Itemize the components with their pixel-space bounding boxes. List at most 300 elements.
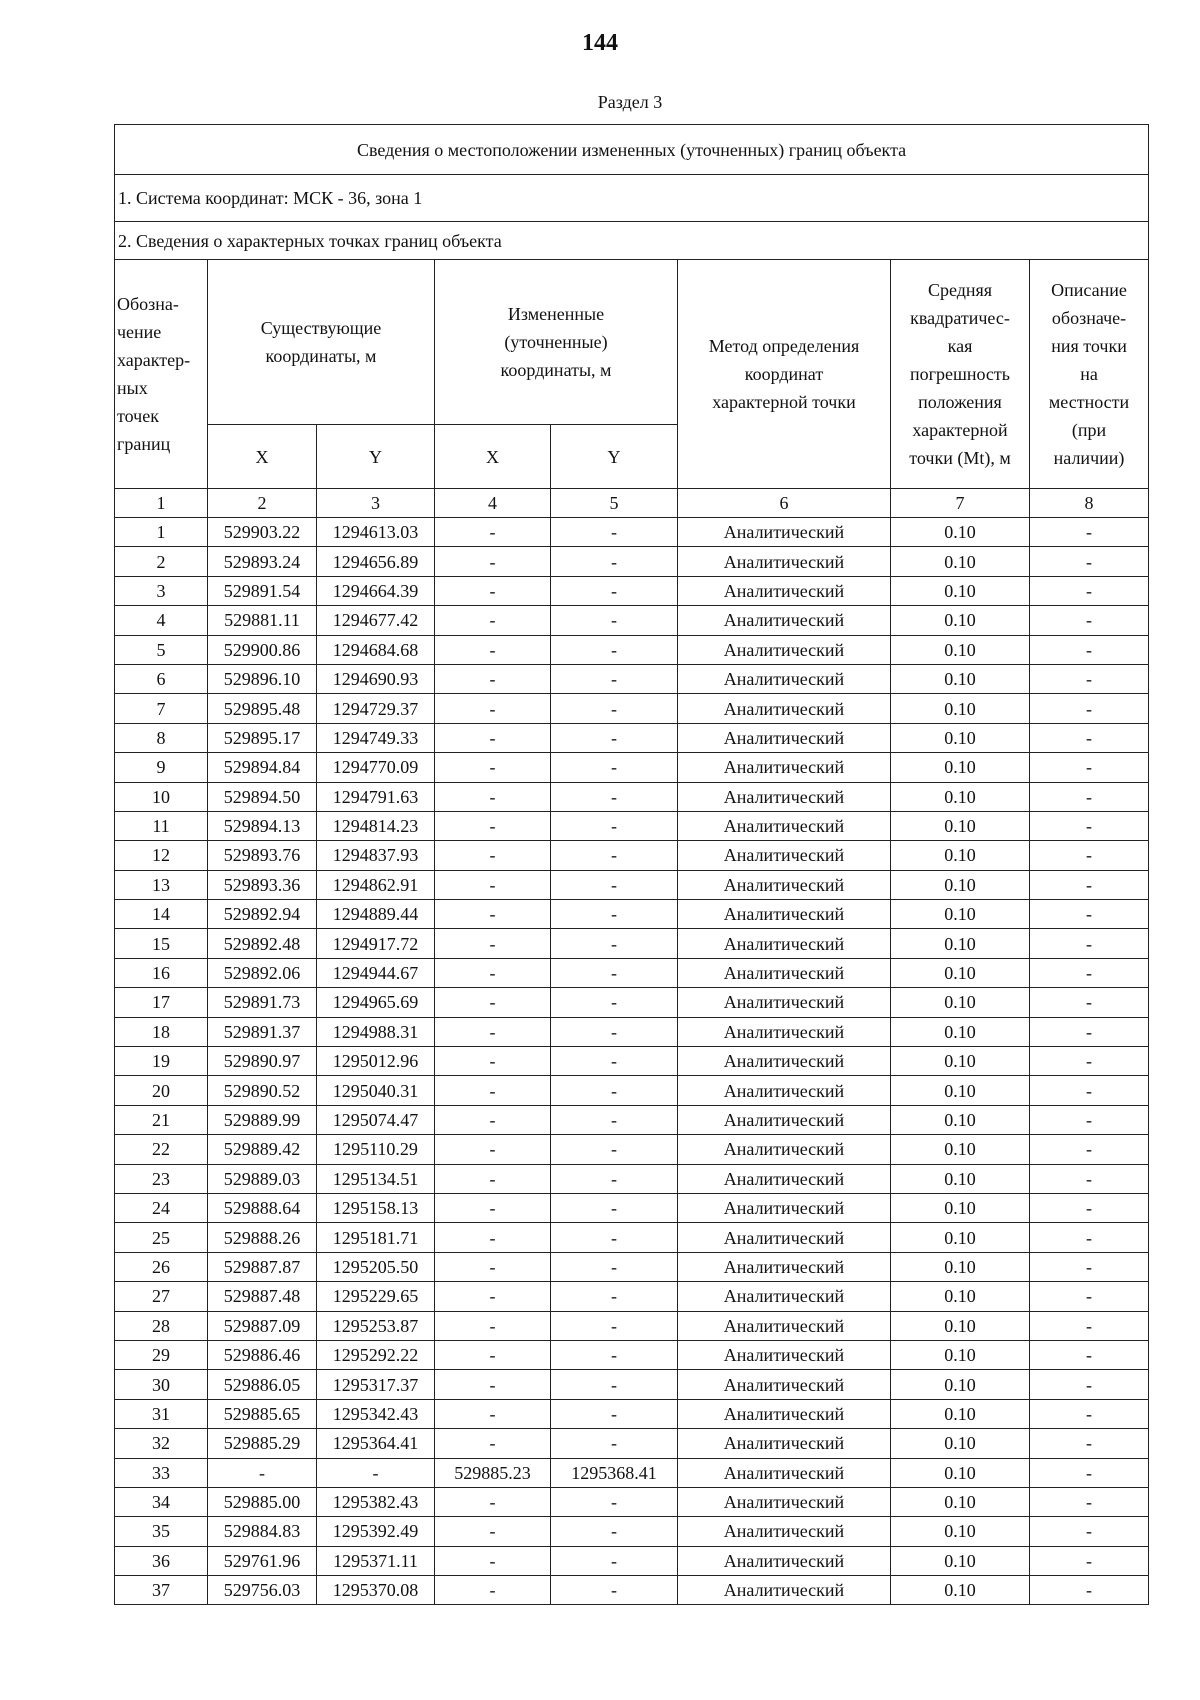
method-cell: Аналитический [678, 811, 891, 840]
point-number-cell: 10 [115, 782, 208, 811]
method-cell: Аналитический [678, 635, 891, 664]
method-cell: Аналитический [678, 1370, 891, 1399]
changed-y-cell: - [551, 723, 678, 752]
existing-y-cell: 1295074.47 [317, 1105, 435, 1134]
changed-y-cell: - [551, 1311, 678, 1340]
mean-error-cell: 0.10 [891, 1340, 1030, 1369]
description-cell: - [1030, 782, 1149, 811]
description-cell: - [1030, 1135, 1149, 1164]
changed-x-cell: - [435, 1135, 551, 1164]
changed-y-cell: - [551, 1017, 678, 1046]
point-number-cell: 35 [115, 1517, 208, 1546]
existing-y-cell: 1295364.41 [317, 1429, 435, 1458]
existing-x-cell: 529889.99 [208, 1105, 317, 1134]
mean-error-cell: 0.10 [891, 635, 1030, 664]
mean-error-cell: 0.10 [891, 958, 1030, 987]
method-cell: Аналитический [678, 870, 891, 899]
mean-error-cell: 0.10 [891, 547, 1030, 576]
description-cell: - [1030, 870, 1149, 899]
existing-y-cell: 1294791.63 [317, 782, 435, 811]
description-cell: - [1030, 1193, 1149, 1222]
existing-x-cell: - [208, 1458, 317, 1487]
method-cell: Аналитический [678, 782, 891, 811]
existing-y-cell: 1295205.50 [317, 1252, 435, 1281]
changed-y-cell: - [551, 841, 678, 870]
table-row [115, 1458, 1149, 1487]
table-row [115, 1193, 1149, 1222]
existing-y-cell: 1295040.31 [317, 1076, 435, 1105]
changed-x-cell: - [435, 1487, 551, 1516]
changed-y-cell: - [551, 1076, 678, 1105]
changed-x-cell: - [435, 723, 551, 752]
header-existing-y: Y [317, 425, 435, 489]
method-cell: Аналитический [678, 1076, 891, 1105]
point-number-cell: 8 [115, 723, 208, 752]
changed-y-cell: - [551, 1487, 678, 1516]
boundary-points-table [114, 124, 1149, 1605]
changed-x-cell: - [435, 988, 551, 1017]
mean-error-cell: 0.10 [891, 694, 1030, 723]
column-number: 1 [115, 489, 208, 518]
mean-error-cell: 0.10 [891, 1399, 1030, 1428]
existing-x-cell: 529893.36 [208, 870, 317, 899]
existing-x-cell: 529884.83 [208, 1517, 317, 1546]
method-cell: Аналитический [678, 1546, 891, 1575]
changed-x-cell: - [435, 664, 551, 693]
mean-error-cell: 0.10 [891, 723, 1030, 752]
point-number-cell: 37 [115, 1576, 208, 1605]
table-row [115, 1135, 1149, 1164]
point-number-cell: 16 [115, 958, 208, 987]
table-row [115, 870, 1149, 899]
point-number-cell: 29 [115, 1340, 208, 1369]
point-number-cell: 13 [115, 870, 208, 899]
changed-y-cell: - [551, 518, 678, 547]
method-cell: Аналитический [678, 900, 891, 929]
header-changed-x: X [435, 425, 551, 489]
method-cell: Аналитический [678, 958, 891, 987]
changed-y-cell: - [551, 1546, 678, 1575]
changed-x-cell: - [435, 576, 551, 605]
changed-x-cell: - [435, 518, 551, 547]
method-cell: Аналитический [678, 1282, 891, 1311]
existing-x-cell: 529892.48 [208, 929, 317, 958]
description-cell: - [1030, 664, 1149, 693]
column-number: 2 [208, 489, 317, 518]
description-cell: - [1030, 635, 1149, 664]
changed-x-cell: - [435, 958, 551, 987]
existing-x-cell: 529756.03 [208, 1576, 317, 1605]
method-cell: Аналитический [678, 1340, 891, 1369]
description-cell: - [1030, 753, 1149, 782]
description-cell: - [1030, 1164, 1149, 1193]
existing-x-cell: 529891.54 [208, 576, 317, 605]
header-existing-x: X [208, 425, 317, 489]
existing-y-cell: 1294965.69 [317, 988, 435, 1017]
description-cell: - [1030, 988, 1149, 1017]
existing-y-cell: 1295229.65 [317, 1282, 435, 1311]
point-number-cell: 25 [115, 1223, 208, 1252]
point-number-cell: 5 [115, 635, 208, 664]
changed-y-cell: - [551, 1282, 678, 1311]
mean-error-cell: 0.10 [891, 1047, 1030, 1076]
description-cell: - [1030, 841, 1149, 870]
table-row [115, 635, 1149, 664]
existing-y-cell: 1294770.09 [317, 753, 435, 782]
existing-y-cell: 1295110.29 [317, 1135, 435, 1164]
point-number-cell: 26 [115, 1252, 208, 1281]
point-number-cell: 2 [115, 547, 208, 576]
description-cell: - [1030, 1252, 1149, 1281]
changed-x-cell: - [435, 1017, 551, 1046]
method-cell: Аналитический [678, 1135, 891, 1164]
existing-x-cell: 529890.52 [208, 1076, 317, 1105]
point-number-cell: 28 [115, 1311, 208, 1340]
mean-error-cell: 0.10 [891, 841, 1030, 870]
mean-error-cell: 0.10 [891, 1487, 1030, 1516]
existing-y-cell: 1295392.49 [317, 1517, 435, 1546]
point-number-cell: 27 [115, 1282, 208, 1311]
method-cell: Аналитический [678, 1105, 891, 1134]
changed-y-cell: - [551, 900, 678, 929]
existing-y-cell: 1294814.23 [317, 811, 435, 840]
table-row [115, 1252, 1149, 1281]
table-row [115, 1047, 1149, 1076]
changed-y-cell: - [551, 958, 678, 987]
description-cell: - [1030, 1517, 1149, 1546]
column-number: 6 [678, 489, 891, 518]
changed-y-cell: - [551, 870, 678, 899]
description-cell: - [1030, 1017, 1149, 1046]
column-number: 4 [435, 489, 551, 518]
method-cell: Аналитический [678, 547, 891, 576]
point-number-cell: 23 [115, 1164, 208, 1193]
table-title: Сведения о местоположении измененных (уточненных) границ объекта [115, 125, 1149, 175]
existing-x-cell: 529894.84 [208, 753, 317, 782]
changed-y-cell: - [551, 1223, 678, 1252]
existing-x-cell: 529893.24 [208, 547, 317, 576]
existing-y-cell: 1294613.03 [317, 518, 435, 547]
mean-error-cell: 0.10 [891, 1135, 1030, 1164]
mean-error-cell: 0.10 [891, 1282, 1030, 1311]
mean-error-cell: 0.10 [891, 988, 1030, 1017]
changed-y-cell: - [551, 929, 678, 958]
method-cell: Аналитический [678, 1576, 891, 1605]
column-number-row [115, 489, 1149, 518]
changed-x-cell: - [435, 1311, 551, 1340]
existing-y-cell: 1295253.87 [317, 1311, 435, 1340]
point-number-cell: 34 [115, 1487, 208, 1516]
changed-y-cell: - [551, 753, 678, 782]
table-row [115, 1282, 1149, 1311]
point-number-cell: 32 [115, 1429, 208, 1458]
table-row [115, 1370, 1149, 1399]
existing-y-cell: 1294988.31 [317, 1017, 435, 1046]
existing-x-cell: 529889.03 [208, 1164, 317, 1193]
existing-y-cell: 1294677.42 [317, 606, 435, 635]
existing-x-cell: 529887.09 [208, 1311, 317, 1340]
point-number-cell: 30 [115, 1370, 208, 1399]
table-row [115, 1076, 1149, 1105]
mean-error-cell: 0.10 [891, 870, 1030, 899]
header-method: Метод определения координат характерной точки [678, 260, 891, 489]
existing-x-cell: 529895.17 [208, 723, 317, 752]
method-cell: Аналитический [678, 1252, 891, 1281]
mean-error-cell: 0.10 [891, 1546, 1030, 1575]
changed-x-cell: 529885.23 [435, 1458, 551, 1487]
mean-error-cell: 0.10 [891, 811, 1030, 840]
changed-y-cell: - [551, 1429, 678, 1458]
changed-x-cell: - [435, 1399, 551, 1428]
existing-y-cell: 1295158.13 [317, 1193, 435, 1222]
point-number-cell: 1 [115, 518, 208, 547]
point-number-cell: 17 [115, 988, 208, 1017]
table-row [115, 1576, 1149, 1605]
existing-x-cell: 529887.48 [208, 1282, 317, 1311]
description-cell: - [1030, 900, 1149, 929]
method-cell: Аналитический [678, 1193, 891, 1222]
changed-x-cell: - [435, 635, 551, 664]
existing-y-cell: 1294749.33 [317, 723, 435, 752]
point-number-cell: 33 [115, 1458, 208, 1487]
description-cell: - [1030, 1370, 1149, 1399]
table-row [115, 723, 1149, 752]
description-cell: - [1030, 1340, 1149, 1369]
method-cell: Аналитический [678, 1487, 891, 1516]
table-row [115, 1399, 1149, 1428]
existing-y-cell: 1295292.22 [317, 1340, 435, 1369]
description-cell: - [1030, 1487, 1149, 1516]
mean-error-cell: 0.10 [891, 1223, 1030, 1252]
description-cell: - [1030, 1458, 1149, 1487]
method-cell: Аналитический [678, 1223, 891, 1252]
method-cell: Аналитический [678, 1017, 891, 1046]
header-existing-coords: Существующие координаты, м [208, 260, 435, 425]
method-cell: Аналитический [678, 576, 891, 605]
method-cell: Аналитический [678, 1399, 891, 1428]
point-number-cell: 36 [115, 1546, 208, 1575]
mean-error-cell: 0.10 [891, 1252, 1030, 1281]
existing-y-cell: 1294837.93 [317, 841, 435, 870]
mean-error-cell: 0.10 [891, 1429, 1030, 1458]
changed-y-cell: - [551, 1340, 678, 1369]
changed-y-cell: - [551, 606, 678, 635]
description-cell: - [1030, 1076, 1149, 1105]
point-number-cell: 14 [115, 900, 208, 929]
description-cell: - [1030, 1223, 1149, 1252]
points-heading: 2. Сведения о характерных точках границ объекта [115, 222, 1149, 260]
description-cell: - [1030, 1105, 1149, 1134]
changed-y-cell: - [551, 694, 678, 723]
table-row [115, 1429, 1149, 1458]
changed-y-cell: 1295368.41 [551, 1458, 678, 1487]
existing-x-cell: 529891.73 [208, 988, 317, 1017]
table-row [115, 811, 1149, 840]
changed-x-cell: - [435, 1546, 551, 1575]
changed-y-cell: - [551, 635, 678, 664]
changed-y-cell: - [551, 1135, 678, 1164]
point-number-cell: 24 [115, 1193, 208, 1222]
coordinate-system: 1. Система координат: МСК - 36, зона 1 [115, 175, 1149, 222]
existing-x-cell: 529887.87 [208, 1252, 317, 1281]
changed-x-cell: - [435, 782, 551, 811]
mean-error-cell: 0.10 [891, 1458, 1030, 1487]
mean-error-cell: 0.10 [891, 606, 1030, 635]
changed-x-cell: - [435, 606, 551, 635]
header-point-designation: Обозна- чение характер- ных точек границ [115, 260, 208, 489]
existing-y-cell: 1294684.68 [317, 635, 435, 664]
mean-error-cell: 0.10 [891, 1076, 1030, 1105]
table-row [115, 606, 1149, 635]
description-cell: - [1030, 1429, 1149, 1458]
changed-y-cell: - [551, 988, 678, 1017]
existing-x-cell: 529895.48 [208, 694, 317, 723]
point-number-cell: 9 [115, 753, 208, 782]
table-row [115, 988, 1149, 1017]
description-cell: - [1030, 547, 1149, 576]
method-cell: Аналитический [678, 518, 891, 547]
description-cell: - [1030, 606, 1149, 635]
mean-error-cell: 0.10 [891, 929, 1030, 958]
table-row [115, 694, 1149, 723]
point-number-cell: 3 [115, 576, 208, 605]
existing-y-cell: 1294664.39 [317, 576, 435, 605]
method-cell: Аналитический [678, 1311, 891, 1340]
changed-x-cell: - [435, 1223, 551, 1252]
point-number-cell: 11 [115, 811, 208, 840]
mean-error-cell: 0.10 [891, 782, 1030, 811]
changed-x-cell: - [435, 547, 551, 576]
table-row [115, 900, 1149, 929]
mean-error-cell: 0.10 [891, 664, 1030, 693]
existing-x-cell: 529886.05 [208, 1370, 317, 1399]
changed-y-cell: - [551, 782, 678, 811]
existing-y-cell: 1294917.72 [317, 929, 435, 958]
existing-x-cell: 529892.94 [208, 900, 317, 929]
method-cell: Аналитический [678, 1164, 891, 1193]
table-row [115, 1017, 1149, 1046]
existing-y-cell: 1294690.93 [317, 664, 435, 693]
method-cell: Аналитический [678, 664, 891, 693]
existing-y-cell: 1295370.08 [317, 1576, 435, 1605]
method-cell: Аналитический [678, 606, 891, 635]
point-number-cell: 19 [115, 1047, 208, 1076]
description-cell: - [1030, 1047, 1149, 1076]
changed-y-cell: - [551, 1252, 678, 1281]
changed-x-cell: - [435, 1517, 551, 1546]
existing-x-cell: 529885.00 [208, 1487, 317, 1516]
table-row [115, 1487, 1149, 1516]
existing-y-cell: 1295181.71 [317, 1223, 435, 1252]
existing-x-cell: 529893.76 [208, 841, 317, 870]
changed-y-cell: - [551, 1517, 678, 1546]
changed-x-cell: - [435, 694, 551, 723]
existing-x-cell: 529888.26 [208, 1223, 317, 1252]
changed-y-cell: - [551, 1164, 678, 1193]
table-row [115, 1311, 1149, 1340]
mean-error-cell: 0.10 [891, 576, 1030, 605]
method-cell: Аналитический [678, 1429, 891, 1458]
existing-x-cell: 529890.97 [208, 1047, 317, 1076]
changed-y-cell: - [551, 1399, 678, 1428]
existing-x-cell: 529903.22 [208, 518, 317, 547]
table-row [115, 1164, 1149, 1193]
description-cell: - [1030, 1311, 1149, 1340]
table-row [115, 1546, 1149, 1575]
existing-y-cell: 1294889.44 [317, 900, 435, 929]
point-number-cell: 15 [115, 929, 208, 958]
mean-error-cell: 0.10 [891, 1164, 1030, 1193]
method-cell: Аналитический [678, 841, 891, 870]
changed-x-cell: - [435, 900, 551, 929]
method-cell: Аналитический [678, 1047, 891, 1076]
mean-error-cell: 0.10 [891, 753, 1030, 782]
existing-y-cell: 1295012.96 [317, 1047, 435, 1076]
changed-x-cell: - [435, 811, 551, 840]
table-row [115, 1517, 1149, 1546]
table-row [115, 753, 1149, 782]
description-cell: - [1030, 1399, 1149, 1428]
description-cell: - [1030, 518, 1149, 547]
description-cell: - [1030, 958, 1149, 987]
existing-x-cell: 529894.50 [208, 782, 317, 811]
changed-y-cell: - [551, 1047, 678, 1076]
existing-y-cell: 1295317.37 [317, 1370, 435, 1399]
method-cell: Аналитический [678, 988, 891, 1017]
table-row [115, 664, 1149, 693]
table-row [115, 929, 1149, 958]
description-cell: - [1030, 1576, 1149, 1605]
mean-error-cell: 0.10 [891, 1193, 1030, 1222]
changed-x-cell: - [435, 1193, 551, 1222]
changed-x-cell: - [435, 1429, 551, 1458]
existing-y-cell: 1294656.89 [317, 547, 435, 576]
existing-x-cell: 529892.06 [208, 958, 317, 987]
header-changed-coords: Измененные (уточненные) координаты, м [435, 260, 678, 425]
column-number: 5 [551, 489, 678, 518]
existing-x-cell: 529900.86 [208, 635, 317, 664]
header-mean-error: Средняя квадратичес- кая погрешность положения характерной точки (Mt), м [891, 260, 1030, 489]
method-cell: Аналитический [678, 1517, 891, 1546]
changed-x-cell: - [435, 1576, 551, 1605]
existing-x-cell: 529894.13 [208, 811, 317, 840]
changed-x-cell: - [435, 841, 551, 870]
description-cell: - [1030, 1282, 1149, 1311]
method-cell: Аналитический [678, 929, 891, 958]
point-number-cell: 7 [115, 694, 208, 723]
method-cell: Аналитический [678, 753, 891, 782]
existing-y-cell: 1295382.43 [317, 1487, 435, 1516]
changed-x-cell: - [435, 870, 551, 899]
table-row [115, 1105, 1149, 1134]
existing-x-cell: 529885.29 [208, 1429, 317, 1458]
mean-error-cell: 0.10 [891, 1311, 1030, 1340]
description-cell: - [1030, 1546, 1149, 1575]
changed-y-cell: - [551, 1105, 678, 1134]
column-number: 3 [317, 489, 435, 518]
table-row [115, 576, 1149, 605]
description-cell: - [1030, 694, 1149, 723]
table-row [115, 1340, 1149, 1369]
changed-x-cell: - [435, 753, 551, 782]
mean-error-cell: 0.10 [891, 1517, 1030, 1546]
existing-x-cell: 529886.46 [208, 1340, 317, 1369]
header-description: Описание обозначе- ния точки на местности (при наличии) [1030, 260, 1149, 489]
table-row [115, 782, 1149, 811]
mean-error-cell: 0.10 [891, 1370, 1030, 1399]
changed-x-cell: - [435, 929, 551, 958]
changed-y-cell: - [551, 547, 678, 576]
